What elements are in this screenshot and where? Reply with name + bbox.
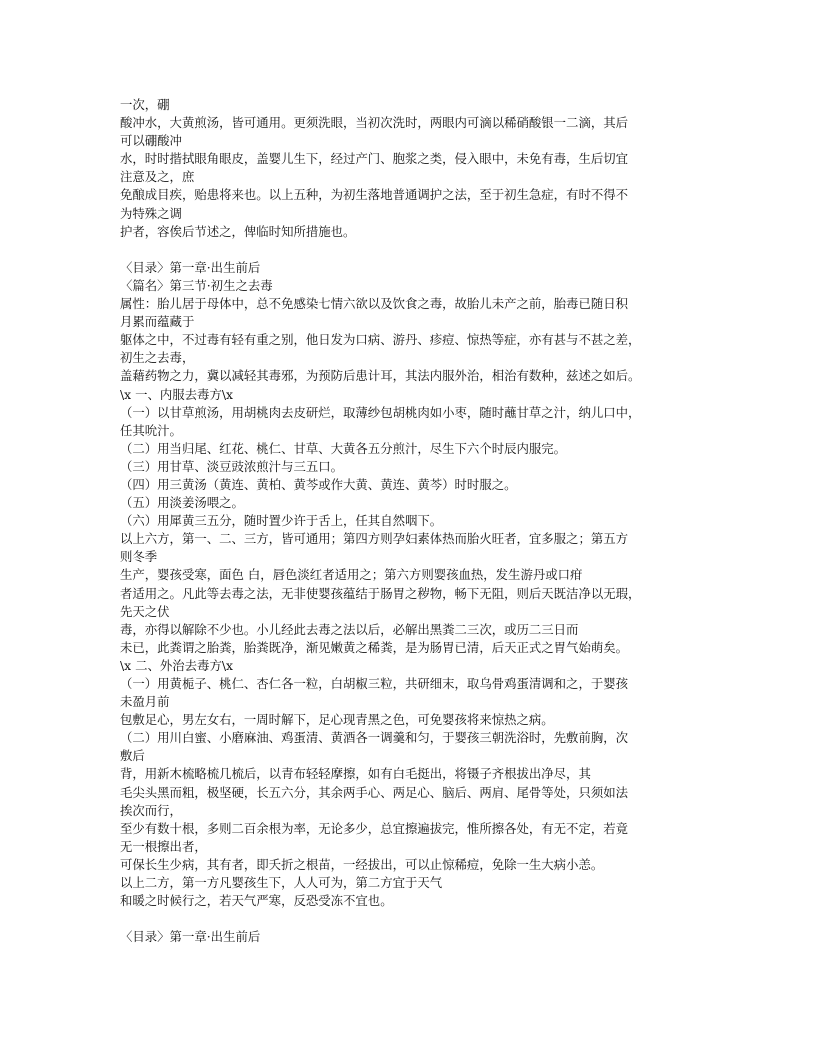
text-line: 则冬季 (120, 549, 158, 565)
text-line: 者适用之。凡此等去毒之法，无非使婴孩蕴结于肠胃之秽物，畅下无阻，则后天既洁净以无瑕， (120, 585, 641, 601)
document-body (120, 96, 706, 946)
text-line: （三）用甘草、淡豆豉浓煎汁与三五口。 (120, 458, 344, 474)
section-heading: 〈篇名〉第三节·初生之去毒 (120, 277, 273, 293)
text-line: 水，时时揩拭眼角眼皮，盖婴儿生下，经过产门、胞浆之类，侵入眼中，未免有毒，生后切宜 (120, 151, 629, 167)
text-line: 未盈月前 (120, 694, 170, 710)
text-line: （一）用黄栀子、桃仁、杏仁各一粒，白胡椒三粒，共研细末，取乌骨鸡蛋清调和之，于婴孩 (120, 676, 629, 691)
blank-line (120, 241, 706, 259)
subsection-heading: \x 一、内服去毒方\x (120, 386, 233, 402)
subsection-heading: \x 二、外治去毒方\x (120, 657, 233, 673)
text-line: 以上六方，第一、二、三方，皆可通用；第四方则孕妇素体热而胎火旺者，宜多服之；第五方 (120, 531, 629, 547)
text-line: （六）用犀黄三五分，随时置少许于舌上，任其自然咽下。 (120, 513, 443, 529)
text-line: 躯体之中，不过毒有轻有重之别，他日发为口病、游丹、疹痘、惊热等症，亦有甚与不甚之差， (120, 332, 641, 348)
text-line: 毛尖头黑而粗，极坚硬，长五六分，其余两手心、两足心、脑后、两肩、尾骨等处，只须如法 (120, 784, 629, 800)
text-line: 一次，硼 (120, 97, 170, 112)
text-line: 注意及之，庶 (120, 169, 195, 185)
text-line: 护者，容俟后节述之，俾临时知所措施也。 (120, 223, 356, 239)
text-line: 可保长生少病，其有者，即夭折之根苗，一经拔出，可以止惊稀痘，免除一生大病小恙。 (120, 856, 604, 872)
text-line: （二）用川白蜜、小磨麻油、鸡蛋清、黄酒各一调羹和匀，于婴孩三朝洗浴时，先敷前胸，次 (120, 730, 629, 746)
text-line: （四）用三黄汤（黄连、黄柏、黄芩或作大黄、黄连、黄芩）时时服之。 (120, 476, 517, 492)
text-line: （五）用淡姜汤喂之。 (120, 495, 244, 511)
text-line: 以上二方，第一方凡婴孩生下，人人可为，第二方宜于天气 (120, 875, 443, 891)
text-line: 挨次而行， (120, 802, 182, 818)
text-line: 酸冲水，大黄煎汤，皆可通用。更须洗眼，当初次洗时，两眼内可滴以稀硝酸银一二滴，其后 (120, 115, 629, 131)
text-line: 敷后 (120, 748, 145, 764)
text-line: 可以硼酸冲 (120, 133, 182, 149)
toc-heading: 〈目录〉第一章·出生前后 (120, 929, 261, 945)
toc-heading: 〈目录〉第一章·出生前后 (120, 259, 261, 275)
text-line: 月累而蕴藏于 (120, 314, 195, 330)
text-line: 毒，亦得以解除不少也。小儿经此去毒之法以后，必解出黑粪二三次，或历二三日而 (120, 621, 579, 637)
text-line: 生产，婴孩受寒，面色 白，唇色淡红者适用之；第六方则婴孩血热，发生游丹或口疳 (120, 567, 583, 583)
text-line: 任其吮汁。 (120, 422, 182, 438)
text-line: 至少有数十根，多则二百余根为率，无论多少，总宜擦遍拔完，惟所擦各处，有无不定，若竟 (120, 820, 629, 836)
text-line: （二）用当归尾、红花、桃仁、甘草、大黄各五分煎汁，尽生下六个时辰内服完。 (120, 440, 567, 456)
text-line: 和暖之时候行之，若天气严寒，反恐受冻不宜也。 (120, 893, 393, 909)
text-line: 免酿成目疾，贻患将来也。以上五种，为初生落地普通调护之法，至于初生急症，有时不得不 (120, 187, 629, 203)
text-line: 初生之去毒， (120, 350, 195, 366)
text-line: 背，用新木梳略梳几梳后，以青布轻轻摩擦，如有白毛挺出，将镊子齐根拔出净尽，其 (120, 766, 591, 782)
text-line: （一）以甘草煎汤，用胡桃肉去皮研烂，取薄纱包胡桃肉如小枣，随时蘸甘草之汁，纳儿口中， (120, 404, 641, 420)
text-line: 未已，此粪谓之胎粪，胎粪既净，渐见嫩黄之稀粪，是为肠胃已清，后天正式之胃气始萌矣。 (120, 639, 629, 655)
blank-line (120, 910, 706, 928)
text-line: 属性：胎儿居于母体中，总不免感染七情六欲以及饮食之毒，故胎儿未产之前，胎毒已随日积 (120, 296, 629, 312)
text-line: 为特殊之调 (120, 205, 182, 221)
text-line: 先天之伏 (120, 603, 170, 619)
text-line: 无一根擦出者， (120, 838, 207, 854)
text-line: 盖藉药物之力，冀以减轻其毒邪，为预防后患计耳，其法内服外治，相治有数种，兹述之如后。 (120, 368, 641, 384)
text-line: 包敷足心，男左女右，一周时解下，足心现青黑之色，可免婴孩将来惊热之病。 (120, 712, 554, 728)
